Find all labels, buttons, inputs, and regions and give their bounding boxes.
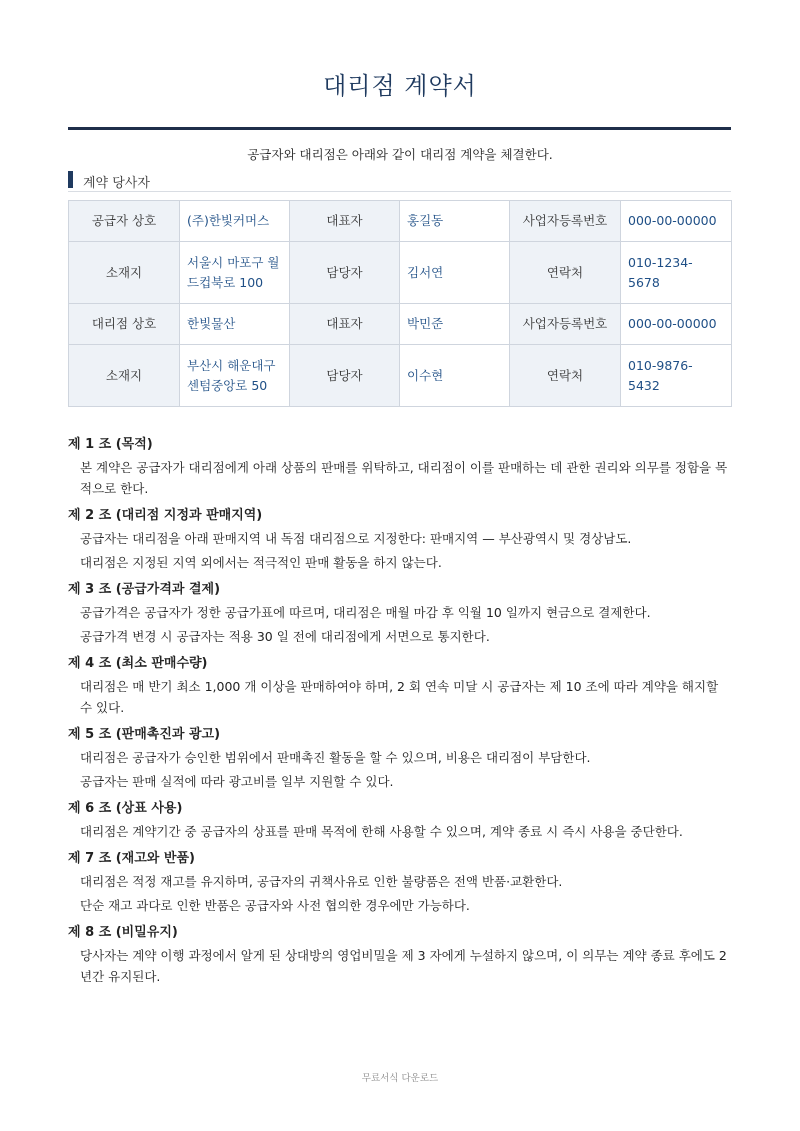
article-heading: 제 1 조 (목적) xyxy=(68,437,153,452)
parties-table xyxy=(68,200,732,407)
article-heading: 제 7 조 (재고와 반품) xyxy=(68,851,195,866)
document-title: 대리점 계약서 xyxy=(323,72,477,100)
supplier-name-label: 공급자 상호 xyxy=(69,201,180,242)
supplier-ceo-label: 대표자 xyxy=(290,201,400,242)
table-row xyxy=(69,345,732,407)
article-text: 대리점은 공급자가 승인한 범위에서 판매촉진 활동을 할 수 있으며, 비용은 대리점이 부담한다. xyxy=(80,750,591,765)
table-row xyxy=(69,201,732,242)
article-text: 대리점은 지정된 지역 외에서는 적극적인 판매 활동을 하지 않는다. xyxy=(80,555,442,570)
dealer-name-label: 대리점 상호 xyxy=(69,304,180,345)
dealer-name-value: 한빛물산 xyxy=(180,304,290,345)
dealer-ceo-value: 박민준 xyxy=(400,304,510,345)
dealer-contact-person-value: 이수현 xyxy=(400,345,510,407)
footer-text: 무료서식 다운로드 xyxy=(361,1073,439,1084)
section-label: 계약 당사자 xyxy=(83,176,150,191)
article-text: 대리점은 매 반기 최소 1,000 개 이상을 판매하여야 하며, 2 회 연속 미달 시 공급자는 제 10 조에 따라 계약을 해지할 수 있다. xyxy=(80,679,719,715)
article-text: 본 계약은 공급자가 대리점에게 아래 상품의 판매를 위탁하고, 대리점이 이를 판매하는 데 관한 권리와 의무를 정함을 목적으로 한다. xyxy=(80,460,728,496)
article-text: 대리점은 적정 재고를 유지하며, 공급자의 귀책사유로 인한 불량품은 전액 반품·교환한다. xyxy=(80,874,563,889)
article-2 xyxy=(68,505,731,573)
supplier-address-label: 소재지 xyxy=(69,242,180,304)
supplier-bizno-value: 000-00-00000 xyxy=(621,201,732,242)
dealer-phone-label: 연락처 xyxy=(510,345,621,407)
supplier-name-value: (주)한빛커머스 xyxy=(180,201,290,242)
article-1 xyxy=(68,434,731,499)
supplier-bizno-label: 사업자등록번호 xyxy=(510,201,621,242)
article-text: 공급자는 판매 실적에 따라 광고비를 일부 지원할 수 있다. xyxy=(80,774,394,789)
intro-text: 공급자와 대리점은 아래와 같이 대리점 계약을 체결한다. xyxy=(247,147,553,162)
supplier-phone-label: 연락처 xyxy=(510,242,621,304)
dealer-bizno-label: 사업자등록번호 xyxy=(510,304,621,345)
article-text: 공급자는 대리점을 아래 판매지역 내 독점 대리점으로 지정한다: 판매지역 — 부산광역시 및 경상남도. xyxy=(80,531,632,546)
article-text: 단순 재고 과다로 인한 반품은 공급자와 사전 협의한 경우에만 가능하다. xyxy=(80,898,470,913)
table-row xyxy=(69,242,732,304)
section-marker xyxy=(68,171,73,188)
article-4 xyxy=(68,653,731,718)
article-6 xyxy=(68,798,731,842)
article-heading: 제 8 조 (비밀유지) xyxy=(68,925,178,940)
article-heading: 제 4 조 (최소 판매수량) xyxy=(68,656,208,671)
article-text: 당사자는 계약 이행 과정에서 알게 된 상대방의 영업비밀을 제 3 자에게 누설하지 않으며, 이 의무는 계약 종료 후에도 2 년간 유지된다. xyxy=(80,948,727,984)
articles xyxy=(68,434,731,993)
article-text: 공급가격 변경 시 공급자는 적용 30 일 전에 대리점에게 서면으로 통지한다. xyxy=(80,629,490,644)
dealer-phone-value: 010-9876-5432 xyxy=(621,345,732,407)
table-row xyxy=(69,304,732,345)
supplier-contact-person-label: 담당자 xyxy=(290,242,400,304)
article-7 xyxy=(68,848,731,916)
section-heading-parties xyxy=(68,171,731,192)
dealer-address-label: 소재지 xyxy=(69,345,180,407)
article-3 xyxy=(68,579,731,647)
article-heading: 제 2 조 (대리점 지정과 판매지역) xyxy=(68,508,263,523)
article-heading: 제 5 조 (판매촉진과 광고) xyxy=(68,727,221,742)
dealer-address-value: 부산시 해운대구 센텀중앙로 50 xyxy=(180,345,290,407)
article-heading: 제 6 조 (상표 사용) xyxy=(68,801,183,816)
article-5 xyxy=(68,724,731,792)
supplier-address-value: 서울시 마포구 월드컵북로 100 xyxy=(180,242,290,304)
dealer-bizno-value: 000-00-00000 xyxy=(621,304,732,345)
dealer-contact-person-label: 담당자 xyxy=(290,345,400,407)
article-heading: 제 3 조 (공급가격과 결제) xyxy=(68,582,221,597)
supplier-phone-value: 010-1234-5678 xyxy=(621,242,732,304)
article-8 xyxy=(68,922,731,987)
supplier-ceo-value: 홍길동 xyxy=(400,201,510,242)
article-text: 대리점은 계약기간 중 공급자의 상표를 판매 목적에 한해 사용할 수 있으며, 계약 종료 시 즉시 사용을 중단한다. xyxy=(80,824,683,839)
supplier-contact-person-value: 김서연 xyxy=(400,242,510,304)
article-text: 공급가격은 공급자가 정한 공급가표에 따르며, 대리점은 매월 마감 후 익월 10 일까지 현금으로 결제한다. xyxy=(80,605,651,620)
title-divider xyxy=(68,127,731,130)
dealer-ceo-label: 대표자 xyxy=(290,304,400,345)
